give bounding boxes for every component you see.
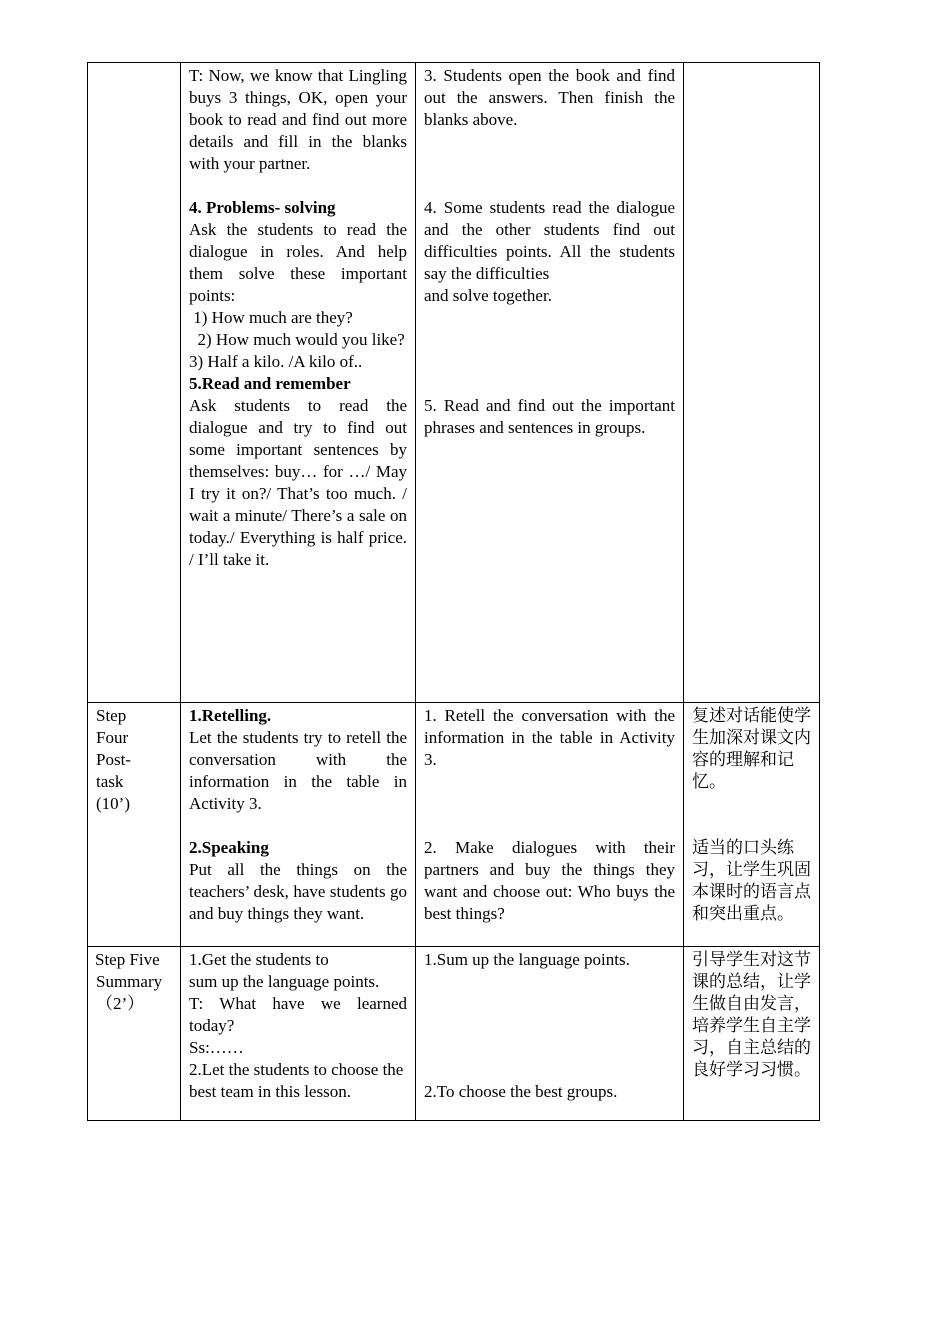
table-row	[88, 703, 820, 947]
read-title: 5.Read and remember	[189, 374, 351, 393]
retell-title: 1.Retelling.	[189, 706, 272, 725]
summary-s2: 2.To choose the best groups.	[424, 1082, 618, 1101]
summary-t1: 1.Get the students to	[189, 950, 329, 969]
teacher-intro: T: Now, we know that Lingling buys 3 things, OK, open your book to read and find out more details and fill in the blanks with your partner.	[189, 66, 407, 173]
step-line: Summary	[96, 972, 163, 991]
student-step-4a: 4. Some students read the dialogue and the other students find out difficulties points. All the students say the difficulties	[424, 198, 675, 283]
step-cell-empty	[88, 63, 181, 703]
step-line: Four	[96, 728, 129, 747]
purpose-retell: 复述对话能使学生加深对课文内容的理解和记忆。	[692, 706, 811, 792]
step-five-label	[88, 947, 181, 1121]
step-four-label	[88, 703, 181, 947]
teacher-activity-cell	[181, 947, 416, 1121]
student-step-3: 3. Students open the book and find out the answers. Then finish the blanks above.	[424, 66, 675, 129]
student-activity-cell	[416, 947, 684, 1121]
step-line: （2’）	[96, 994, 145, 1013]
purpose-speaking: 适当的口头练习，让学生巩固本课时的语言点和突出重点。	[692, 838, 811, 924]
student-activity-cell	[416, 703, 684, 947]
speak-title: 2.Speaking	[189, 838, 269, 857]
summary-t2: sum up the language points.	[189, 972, 380, 991]
point-3: 3) Half a kilo. /A kilo of..	[189, 352, 363, 371]
step-line: (10’)	[96, 794, 130, 813]
student-retell: 1. Retell the conversation with the information in the table in Activity 3.	[424, 706, 675, 769]
retell-text: Let the students try to retell the conversation with the information in the table in Activity 3.	[189, 728, 407, 813]
purpose-summary: 引导学生对这节课的总结，让学生做自由发言，培养学生自主学习，自主总结的良好学习习惯。	[692, 950, 811, 1080]
table-row	[88, 947, 820, 1121]
step-line: task	[96, 772, 124, 791]
step-line: Post-	[96, 750, 131, 769]
step-line: Step	[96, 706, 127, 725]
student-activity-cell	[416, 63, 684, 703]
problems-text: Ask the students to read the dialogue in roles. And help them solve these important points:	[189, 220, 407, 305]
purpose-cell-empty	[684, 63, 820, 703]
student-step-5: 5. Read and find out the important phrases and sentences in groups.	[424, 396, 675, 437]
teacher-activity-cell	[181, 703, 416, 947]
problems-title: 4. Problems- solving	[189, 198, 336, 217]
summary-t4: Ss:……	[189, 1038, 244, 1057]
summary-s1: 1.Sum up the language points.	[424, 950, 630, 969]
read-text: Ask students to read the dialogue and try to find out some important sentences by themselves: buy… for …/ May I try it on?/ That’s too much. / wait a minute/ There’s a sale on today./ Everything is half price. / I’ll take it.	[189, 396, 407, 569]
step-line: Step Five	[95, 950, 160, 969]
summary-t5: 2.Let the students to choose the best team in this lesson.	[189, 1060, 404, 1101]
purpose-cell	[684, 947, 820, 1121]
lesson-plan-table	[87, 62, 820, 1121]
table-row	[88, 63, 820, 703]
point-1: 1) How much are they?	[189, 308, 353, 327]
student-step-4b: and solve together.	[424, 286, 552, 305]
speak-text: Put all the things on the teachers’ desk, have students go and buy things they want.	[189, 860, 407, 923]
purpose-cell	[684, 703, 820, 947]
summary-t3: T: What have we learned today?	[189, 994, 407, 1035]
point-2: 2) How much would you like?	[189, 330, 405, 349]
teacher-activity-cell	[181, 63, 416, 703]
student-speaking: 2. Make dialogues with their partners and buy the things they want and choose out: Who buys the best things?	[424, 838, 675, 923]
